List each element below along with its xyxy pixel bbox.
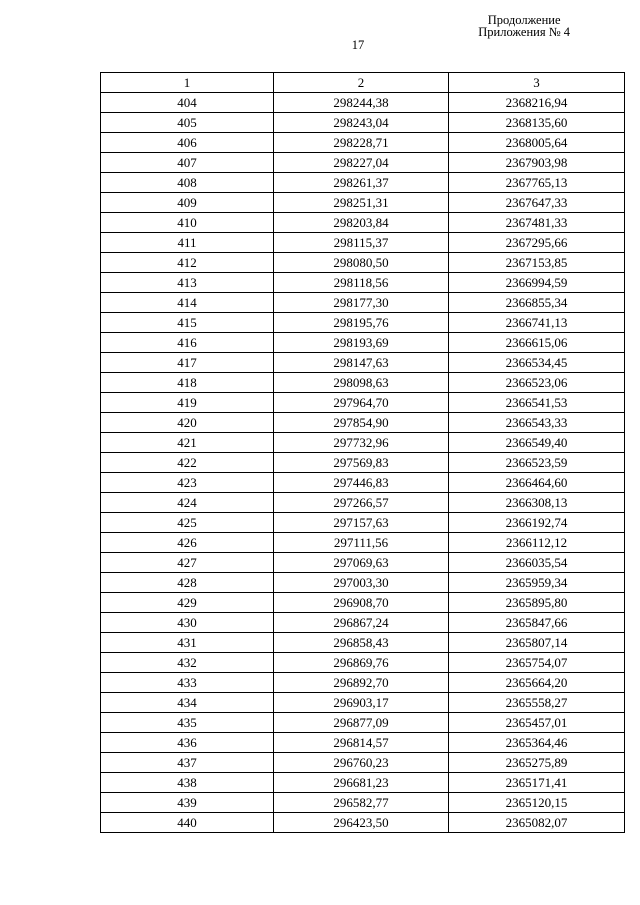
- table-header-row: [101, 73, 625, 93]
- point-number-cell: 434: [101, 693, 274, 713]
- coordinates-table: [100, 72, 625, 833]
- coordinate-y-cell: 2367765,13: [449, 173, 625, 193]
- appendix-label: Приложения № 4: [478, 25, 570, 39]
- coordinate-y-cell: 2365457,01: [449, 713, 625, 733]
- table-row: [101, 173, 625, 193]
- point-number-cell: 429: [101, 593, 274, 613]
- table-row: [101, 473, 625, 493]
- point-number-cell: 410: [101, 213, 274, 233]
- coordinate-x-cell: 297569,83: [274, 453, 449, 473]
- point-number-cell: 418: [101, 373, 274, 393]
- coordinate-y-cell: 2366308,13: [449, 493, 625, 513]
- coordinate-y-cell: 2365275,89: [449, 753, 625, 773]
- coordinate-y-cell: 2366523,06: [449, 373, 625, 393]
- coordinate-x-cell: 296858,43: [274, 633, 449, 653]
- coordinate-y-cell: 2366464,60: [449, 473, 625, 493]
- coordinate-x-cell: 298193,69: [274, 333, 449, 353]
- point-number-cell: 432: [101, 653, 274, 673]
- coordinate-x-cell: 297266,57: [274, 493, 449, 513]
- coordinate-y-cell: 2365754,07: [449, 653, 625, 673]
- point-number-cell: 419: [101, 393, 274, 413]
- point-number-cell: 415: [101, 313, 274, 333]
- coordinate-y-cell: 2365558,27: [449, 693, 625, 713]
- coordinate-x-cell: 296908,70: [274, 593, 449, 613]
- table-row: [101, 773, 625, 793]
- coordinate-y-cell: 2366855,34: [449, 293, 625, 313]
- coordinate-y-cell: 2365664,20: [449, 673, 625, 693]
- coordinate-y-cell: 2365807,14: [449, 633, 625, 653]
- coordinates-table-body: [101, 73, 625, 833]
- table-row: [101, 353, 625, 373]
- coordinate-x-cell: 296681,23: [274, 773, 449, 793]
- point-number-cell: 406: [101, 133, 274, 153]
- table-row: [101, 733, 625, 753]
- point-number-cell: 422: [101, 453, 274, 473]
- point-number-cell: 425: [101, 513, 274, 533]
- point-number-cell: 409: [101, 193, 274, 213]
- coordinate-x-cell: 298244,38: [274, 93, 449, 113]
- table-row: [101, 793, 625, 813]
- coordinate-y-cell: 2366543,33: [449, 413, 625, 433]
- point-number-cell: 439: [101, 793, 274, 813]
- coordinate-x-cell: 297157,63: [274, 513, 449, 533]
- coordinate-x-cell: 298203,84: [274, 213, 449, 233]
- coordinate-x-cell: 298098,63: [274, 373, 449, 393]
- point-number-cell: 407: [101, 153, 274, 173]
- table-row: [101, 373, 625, 393]
- point-number-cell: 436: [101, 733, 274, 753]
- point-number-cell: 435: [101, 713, 274, 733]
- point-number-cell: 430: [101, 613, 274, 633]
- coordinate-x-cell: 296814,57: [274, 733, 449, 753]
- coordinate-x-cell: 298118,56: [274, 273, 449, 293]
- coordinate-y-cell: 2367295,66: [449, 233, 625, 253]
- table-row: [101, 513, 625, 533]
- table-row: [101, 813, 625, 833]
- column-header-3: 3: [449, 73, 625, 93]
- column-header-1: 1: [101, 73, 274, 93]
- coordinate-y-cell: 2366534,45: [449, 353, 625, 373]
- point-number-cell: 424: [101, 493, 274, 513]
- coordinate-x-cell: 296582,77: [274, 793, 449, 813]
- coordinate-y-cell: 2366615,06: [449, 333, 625, 353]
- coordinate-x-cell: 296869,76: [274, 653, 449, 673]
- coordinate-x-cell: 298147,63: [274, 353, 449, 373]
- coordinate-x-cell: 298115,37: [274, 233, 449, 253]
- table-row: [101, 553, 625, 573]
- point-number-cell: 433: [101, 673, 274, 693]
- point-number-cell: 405: [101, 113, 274, 133]
- coordinate-y-cell: 2366523,59: [449, 453, 625, 473]
- coordinate-y-cell: 2367647,33: [449, 193, 625, 213]
- coordinate-y-cell: 2365364,46: [449, 733, 625, 753]
- table-row: [101, 613, 625, 633]
- point-number-cell: 426: [101, 533, 274, 553]
- point-number-cell: 423: [101, 473, 274, 493]
- coordinate-x-cell: 297732,96: [274, 433, 449, 453]
- coordinate-x-cell: 297964,70: [274, 393, 449, 413]
- coordinate-y-cell: 2367153,85: [449, 253, 625, 273]
- appendix-continuation-note: [478, 14, 570, 38]
- point-number-cell: 414: [101, 293, 274, 313]
- coordinate-y-cell: 2365959,34: [449, 573, 625, 593]
- coordinate-x-cell: 297069,63: [274, 553, 449, 573]
- coordinate-x-cell: 298227,04: [274, 153, 449, 173]
- table-row: [101, 393, 625, 413]
- coordinate-y-cell: 2366192,74: [449, 513, 625, 533]
- coordinate-x-cell: 298177,30: [274, 293, 449, 313]
- coordinate-y-cell: 2365171,41: [449, 773, 625, 793]
- table-row: [101, 533, 625, 553]
- point-number-cell: 417: [101, 353, 274, 373]
- table-row: [101, 113, 625, 133]
- coordinate-y-cell: 2368005,64: [449, 133, 625, 153]
- coordinate-y-cell: 2366035,54: [449, 553, 625, 573]
- coordinate-y-cell: 2366994,59: [449, 273, 625, 293]
- table-row: [101, 753, 625, 773]
- coordinate-x-cell: 297854,90: [274, 413, 449, 433]
- coordinate-x-cell: 296877,09: [274, 713, 449, 733]
- table-row: [101, 493, 625, 513]
- coordinate-x-cell: 298228,71: [274, 133, 449, 153]
- coordinate-x-cell: 296867,24: [274, 613, 449, 633]
- coordinate-x-cell: 298195,76: [274, 313, 449, 333]
- coordinate-y-cell: 2367481,33: [449, 213, 625, 233]
- coordinate-x-cell: 298243,04: [274, 113, 449, 133]
- table-row: [101, 93, 625, 113]
- point-number-cell: 428: [101, 573, 274, 593]
- column-header-2: 2: [274, 73, 449, 93]
- table-row: [101, 293, 625, 313]
- coordinate-x-cell: 296903,17: [274, 693, 449, 713]
- point-number-cell: 412: [101, 253, 274, 273]
- coordinate-x-cell: 298080,50: [274, 253, 449, 273]
- table-row: [101, 453, 625, 473]
- table-row: [101, 653, 625, 673]
- coordinate-y-cell: 2366741,13: [449, 313, 625, 333]
- table-row: [101, 693, 625, 713]
- table-row: [101, 333, 625, 353]
- table-row: [101, 153, 625, 173]
- table-row: [101, 633, 625, 653]
- point-number-cell: 416: [101, 333, 274, 353]
- coordinate-x-cell: 298261,37: [274, 173, 449, 193]
- coordinate-x-cell: 297003,30: [274, 573, 449, 593]
- point-number-cell: 420: [101, 413, 274, 433]
- point-number-cell: 438: [101, 773, 274, 793]
- table-row: [101, 433, 625, 453]
- table-row: [101, 213, 625, 233]
- table-row: [101, 273, 625, 293]
- point-number-cell: 427: [101, 553, 274, 573]
- table-row: [101, 593, 625, 613]
- coordinate-y-cell: 2366112,12: [449, 533, 625, 553]
- coordinate-y-cell: 2368216,94: [449, 93, 625, 113]
- point-number-cell: 408: [101, 173, 274, 193]
- coordinate-y-cell: 2366541,53: [449, 393, 625, 413]
- point-number-cell: 437: [101, 753, 274, 773]
- table-row: [101, 413, 625, 433]
- coordinate-x-cell: 296423,50: [274, 813, 449, 833]
- coordinate-x-cell: 298251,31: [274, 193, 449, 213]
- point-number-cell: 404: [101, 93, 274, 113]
- table-row: [101, 253, 625, 273]
- table-row: [101, 233, 625, 253]
- coordinate-x-cell: 296892,70: [274, 673, 449, 693]
- coordinate-y-cell: 2365895,80: [449, 593, 625, 613]
- coordinate-y-cell: 2368135,60: [449, 113, 625, 133]
- table-row: [101, 193, 625, 213]
- coordinate-y-cell: 2366549,40: [449, 433, 625, 453]
- continuation-label: Продолжение: [487, 13, 561, 27]
- point-number-cell: 440: [101, 813, 274, 833]
- table-row: [101, 133, 625, 153]
- coordinate-y-cell: 2365120,15: [449, 793, 625, 813]
- point-number-cell: 431: [101, 633, 274, 653]
- table-row: [101, 313, 625, 333]
- table-row: [101, 573, 625, 593]
- coordinate-x-cell: 297111,56: [274, 533, 449, 553]
- table-row: [101, 673, 625, 693]
- coordinate-y-cell: 2365082,07: [449, 813, 625, 833]
- coordinate-x-cell: 297446,83: [274, 473, 449, 493]
- table-row: [101, 713, 625, 733]
- point-number-cell: 421: [101, 433, 274, 453]
- point-number-cell: 413: [101, 273, 274, 293]
- coordinate-y-cell: 2365847,66: [449, 613, 625, 633]
- coordinate-x-cell: 296760,23: [274, 753, 449, 773]
- point-number-cell: 411: [101, 233, 274, 253]
- page-number: 17: [351, 38, 365, 52]
- coordinate-y-cell: 2367903,98: [449, 153, 625, 173]
